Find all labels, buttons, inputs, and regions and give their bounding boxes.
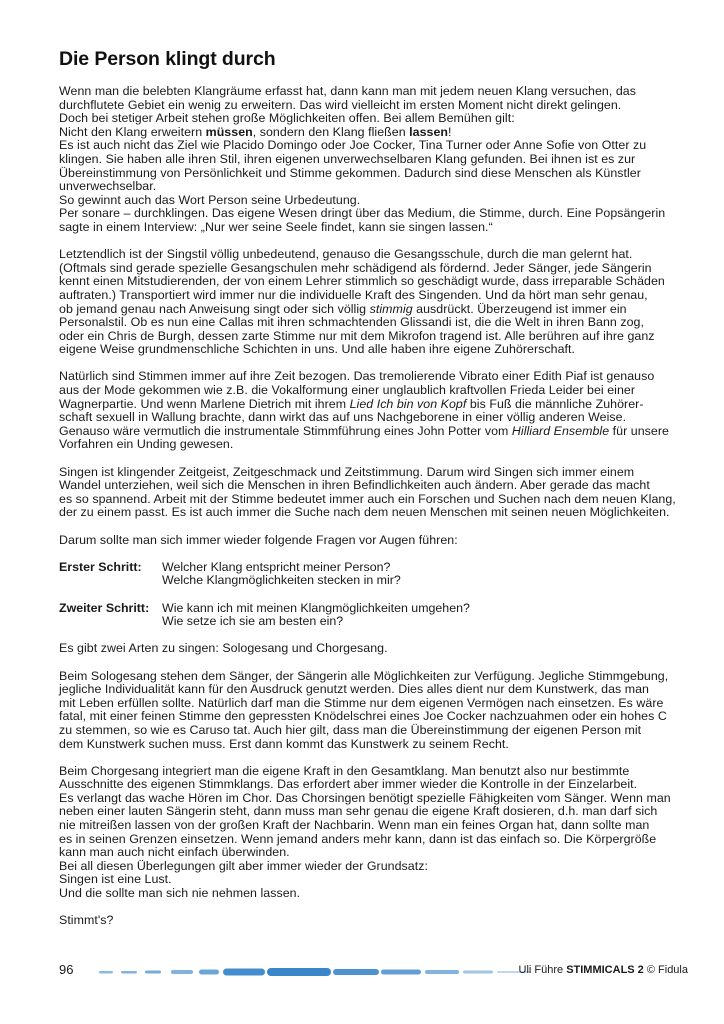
text-line: Stimmt's? xyxy=(59,913,114,928)
paragraph-1 xyxy=(59,85,689,235)
text-line: Es gibt zwei Arten zu singen: Sologesang und Chorgesang. xyxy=(59,641,388,656)
text-line: Beim Chorgesang integriert man die eigene Kraft in den Gesamtklang. Man benutzt also nur bestimmte xyxy=(59,763,630,778)
brush-dash xyxy=(121,971,137,974)
text-line: Übereinstimmung von Persönlichkeit und Stimme gekommen. Dadurch sind diese Menschen als Künstler xyxy=(59,165,641,180)
text-line: klingen. Sie haben alle ihren Stil, ihren eigenen unverwechselbaren Klang gefunden. Bei ihnen ist es zur xyxy=(59,151,636,166)
page-footer xyxy=(59,962,688,982)
text-line: Per sonare – durchklingen. Das eigene Wesen dringt über das Medium, die Stimme, durch. Eine Popsängerin xyxy=(59,206,666,221)
page-number: 96 xyxy=(59,962,74,977)
text-line: (Oftmals sind gerade spezielle Gesangschulen mehr schädigend als fördernd. Jeder Sänger, jede Sängerin xyxy=(59,260,652,275)
brush-dash xyxy=(223,969,265,976)
text-line: Natürlich sind Stimmen immer auf ihre Zeit bezogen. Das tremolierende Vibrato einer Edith Piaf ist genauso xyxy=(59,369,655,384)
text-line: mit Leben erfüllen sollte. Natürlich darf man die Stimme nur dem eigenen Vermögen nach einsetzen. Es wäre xyxy=(59,695,664,710)
brush-dash xyxy=(425,970,459,974)
brush-dash xyxy=(333,969,379,975)
text-line: schaft sexuell in Wallung brachte, dann wirkt das auf uns Nachgeborene in einer völlig anderen Weise. xyxy=(59,410,627,425)
emphasis-text: lassen xyxy=(409,124,449,139)
text-line: Beim Sologesang stehen dem Sänger, der Sängerin alle Möglichkeiten zur Verfügung. Jegliche Stimmgebung, xyxy=(59,668,669,683)
step-item xyxy=(59,602,689,629)
paragraph-9 xyxy=(59,914,689,928)
text-line: Doch bei stetiger Arbeit stehen große Möglichkeiten offen. Bei allem Bemühen gilt: xyxy=(59,111,515,126)
text-line: Letztendlich ist der Singstil völlig unbedeutend, genauso die Gesangsschule, durch die man gelernt hat. xyxy=(59,247,633,262)
italic-text: Hilliard Ensemble xyxy=(511,423,610,438)
page-title: Die Person klingt durch xyxy=(59,48,276,70)
text-line: Bei all diesen Überlegungen gilt aber immer wieder der Grundsatz: xyxy=(59,858,428,873)
text-line: aus der Mode gekommen wie z.B. die Vokalformung einer unglaublich kraftvollen Frieda Leider bei einer xyxy=(59,383,636,398)
text-line: Personalstil. Ob es nun eine Callas mit ihren schmachtenden Glissandi ist, die die Welt in ihren Bann zog, xyxy=(59,315,644,330)
text-line: Vorfahren ein Unding gewesen. xyxy=(59,437,234,452)
text-line: Nicht den Klang erweitern müssen, sondern den Klang fließen lassen! xyxy=(59,124,452,139)
text-line: Singen ist eine Lust. xyxy=(59,872,172,887)
paragraph-2 xyxy=(59,248,689,357)
text-line: zu stemmen, so wie es Caruso tat. Auch hier gilt, dass man die Übereinstimmung der eigenen Person mit xyxy=(59,722,642,737)
publisher-credit: Uli Führe STIMMICALS 2 © Fidula xyxy=(518,964,688,976)
brush-dash xyxy=(463,971,493,974)
italic-text: Lied Ich bin von Kopf xyxy=(349,396,467,411)
text-line: durchflutete Gebiet ein wenig zu erweitern. Das wird vielleicht im ersten Moment nicht direkt gelingen. xyxy=(59,97,622,112)
book-title: STIMMICALS 2 xyxy=(566,964,644,976)
brush-stroke-decoration xyxy=(99,966,539,978)
text-line: sagte in einem Interview: „Nur wer seine Seele findet, kann sie singen lassen.“ xyxy=(59,219,493,234)
text-line: es so spannend. Arbeit mit der Stimme bedeutet immer auch ein Forschen und Suchen nach dem neuen Klang, xyxy=(59,491,676,506)
step-question: Welche Klangmöglichkeiten stecken in mir? xyxy=(162,573,401,588)
text-line: auftraten.) Transportiert wird immer nur die individuelle Kraft des Singenden. Und da hört man sehr genau, xyxy=(59,287,648,302)
text-line: Es ist auch nicht das Ziel wie Placido Domingo oder Joe Cocker, Tina Turner oder Anne Sofie von Otter zu xyxy=(59,138,647,153)
step-label: Erster Schritt: xyxy=(59,559,142,574)
paragraph-4 xyxy=(59,466,689,520)
text-line: Singen ist klingender Zeitgeist, Zeitgeschmack und Zeitstimmung. Darum wird Singen sich immer einem xyxy=(59,464,635,479)
italic-text: stimmig xyxy=(369,301,413,316)
text-line: Ausschnitte des eigenen Stimmklangs. Das erfordert aber immer wieder die Kontrolle in der Einzelarbeit. xyxy=(59,777,638,792)
text-line: ob jemand genau nach Anweisung singt oder sich völlig stimmig ausdrückt. Überzeugend ist immer ein xyxy=(59,301,627,316)
text-line: neben einer lauten Sängerin steht, dann muss man sehr genau die eigene Kraft dosieren, d.h. man darf sich xyxy=(59,804,658,819)
brush-dash xyxy=(267,968,331,976)
paragraph-3 xyxy=(59,370,689,452)
text-line: kann man auch nicht einfach überwinden. xyxy=(59,845,290,860)
text-line: es in seinen Grenzen einsetzen. Wenn jemand anders mehr kann, dann ist das einfach so. Die Körpergröße xyxy=(59,831,657,846)
brush-dash xyxy=(199,970,219,975)
brush-dash xyxy=(99,971,113,974)
paragraph-7 xyxy=(59,670,689,752)
step-question: Wie setze ich sie am besten ein? xyxy=(162,614,344,629)
text-line: fatal, mit einer feinen Stimme den gepressten Knödelschrei eines Joe Cocker nachzuahmen oder ein hohes C xyxy=(59,709,667,724)
step-item xyxy=(59,561,689,588)
brush-dash xyxy=(381,970,421,975)
text-line: nie mitreißen lassen von der großen Kraft der Nachbarin. Wenn man ein feines Organ hat, dann sollte man xyxy=(59,818,650,833)
brush-dash xyxy=(145,971,161,974)
text-line: oder ein Chris de Burgh, dessen zarte Stimme nur mit dem Mikrofon tragend ist. Alle berühren auf ihre ganz xyxy=(59,328,655,343)
brush-dash xyxy=(171,970,193,974)
step-questions xyxy=(162,602,470,629)
text-line: Es verlangt das wache Hören im Chor. Das Chorsingen benötigt spezielle Fähigkeiten vom Sänger. Wenn man xyxy=(59,790,671,805)
paragraph-5 xyxy=(59,534,689,548)
emphasis-text: müssen xyxy=(205,124,253,139)
text-line: Darum sollte man sich immer wieder folgende Fragen vor Augen führen: xyxy=(59,532,458,547)
text-line: unverwechselbar. xyxy=(59,179,157,194)
text-line: kennt einen Mitstudierenden, der von einem Lehrer stimmlich so geschädigt wurde, dass irreparable Schäden xyxy=(59,274,665,289)
step-question: Wie kann ich mit meinen Klangmöglichkeiten umgehen? xyxy=(162,600,470,615)
paragraph-8 xyxy=(59,765,689,901)
text-line: jegliche Individualität kann für den Ausdruck genutzt werden. Dies alles dient nur dem Kunstwerk, das man xyxy=(59,682,649,697)
page-content xyxy=(59,48,689,941)
text-line: Wandel unterziehen, weil sich die Menschen in ihren Befindlichkeiten auch ändern. Aber gerade das macht xyxy=(59,478,650,493)
text-line: eigene Weise grundmenschliche Schichten in uns. Und alle haben ihre eigene Zuhörerschaft. xyxy=(59,342,575,357)
text-line: dem Kunstwerk suchen muss. Erst dann kommt das Kunstwerk zu seinem Recht. xyxy=(59,736,509,751)
text-line: Wenn man die belebten Klangräume erfasst hat, dann kann man mit jedem neuen Klang versuchen, das xyxy=(59,84,636,98)
steps-list xyxy=(59,561,689,629)
step-label: Zweiter Schritt: xyxy=(59,600,150,615)
step-questions xyxy=(162,561,401,588)
text-line: der zu einem passt. Es ist auch immer die Suche nach dem neuen Menschen mit seinen neuen Möglichkeiten. xyxy=(59,505,670,520)
text-line: Wagnerpartie. Und wenn Marlene Dietrich mit ihrem Lied Ich bin von Kopf bis Fuß die männliche Zuhörer- xyxy=(59,396,644,411)
text-line: Und die sollte man sich nie nehmen lassen. xyxy=(59,886,301,901)
step-question: Welcher Klang entspricht meiner Person? xyxy=(162,559,391,574)
paragraph-6 xyxy=(59,642,689,656)
text-line: Genauso wäre vermutlich die instrumentale Stimmführung eines John Potter vom Hilliard Ensemble für unsere xyxy=(59,423,669,438)
text-line: So gewinnt auch das Wort Person seine Urbedeutung. xyxy=(59,192,361,207)
